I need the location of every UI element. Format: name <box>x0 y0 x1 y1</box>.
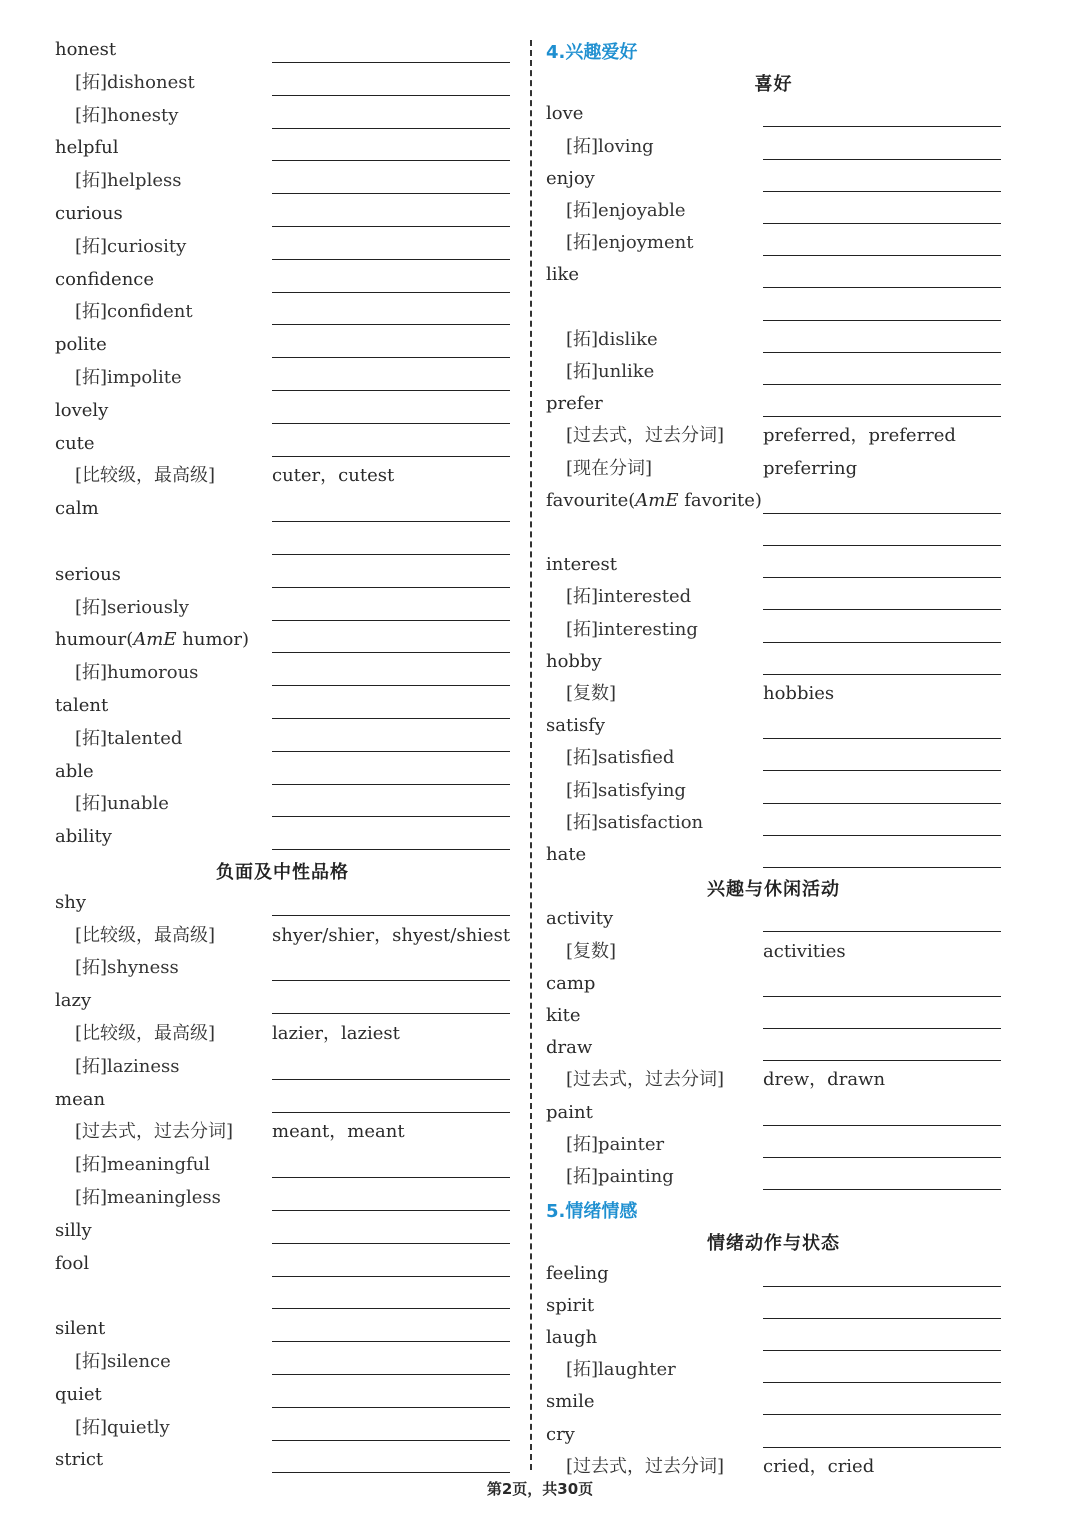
derived-word: [比较级，最高级] <box>75 924 216 946</box>
answer-blank-line[interactable] <box>272 685 510 686</box>
headword: ability <box>55 826 112 848</box>
derived-word: [拓]interested <box>566 586 692 608</box>
derived-word: [复数] <box>566 683 617 704</box>
derived-word: [拓]honesty <box>75 104 179 126</box>
answer-blank-line[interactable] <box>272 816 510 817</box>
answer-blank-line[interactable] <box>272 751 510 752</box>
headword: calm <box>55 498 99 520</box>
answer-blank-line[interactable] <box>763 352 1001 353</box>
headword: paint <box>546 1101 593 1123</box>
answer-blank-line[interactable] <box>763 159 1001 160</box>
headword: enjoy <box>546 167 595 189</box>
answer-blank-line[interactable] <box>272 1276 510 1277</box>
answer-blank-line[interactable] <box>272 521 510 522</box>
headword: talent <box>55 695 109 716</box>
answer-blank-line[interactable] <box>272 1374 510 1375</box>
answer-blank-line[interactable] <box>272 1472 510 1473</box>
headword: shy <box>55 891 86 913</box>
answer-blank-line[interactable] <box>763 1157 1001 1158</box>
derived-word: [拓]meaningless <box>75 1187 221 1208</box>
headword: laugh <box>546 1327 598 1348</box>
answer-blank-line[interactable] <box>763 996 1001 997</box>
category-heading: 喜好 <box>754 74 793 96</box>
answer-blank-line[interactable] <box>272 1440 510 1441</box>
answer-blank-line[interactable] <box>763 1028 1001 1029</box>
answer-blank-line[interactable] <box>272 1308 510 1309</box>
headword: silly <box>55 1219 92 1241</box>
derived-word: [拓]painter <box>566 1133 665 1155</box>
answer-blank-line[interactable] <box>272 587 510 588</box>
answer-text: hobbies <box>763 683 835 704</box>
answer-blank-line[interactable] <box>763 738 1001 739</box>
answer-blank-line[interactable] <box>272 554 510 555</box>
headword: satisfy <box>546 715 606 737</box>
answer-blank-line[interactable] <box>272 292 510 293</box>
page-footer: 第2页，共30页 <box>486 1480 594 1498</box>
headword: activity <box>546 908 614 930</box>
section-title: 4.兴趣爱好 <box>546 42 638 63</box>
answer-blank-line[interactable] <box>763 642 1001 643</box>
answer-blank-line[interactable] <box>763 1125 1001 1126</box>
headword: fool <box>55 1252 90 1274</box>
headword: honest <box>55 39 117 60</box>
derived-word: [拓]dishonest <box>75 71 195 93</box>
derived-word: [拓]unlike <box>566 361 655 382</box>
answer-blank-line[interactable] <box>272 1243 510 1244</box>
answer-text: drew，drawn <box>763 1069 886 1091</box>
answer-text: cried，cried <box>763 1455 875 1477</box>
answer-blank-line[interactable] <box>272 980 510 981</box>
answer-blank-line[interactable] <box>763 513 1001 514</box>
derived-word: [过去式，过去分词] <box>566 425 725 447</box>
answer-blank-line[interactable] <box>272 1407 510 1408</box>
derived-word: [拓]satisfying <box>566 779 686 801</box>
answer-blank-line[interactable] <box>272 1013 510 1014</box>
headword: strict <box>55 1449 104 1471</box>
answer-text: preferring <box>763 457 858 479</box>
answer-blank-line[interactable] <box>272 259 510 260</box>
answer-blank-line[interactable] <box>763 1382 1001 1383</box>
headword: hobby <box>546 650 602 672</box>
headword: love <box>546 103 584 125</box>
answer-blank-line[interactable] <box>763 126 1001 127</box>
derived-word: [拓]helpless <box>75 170 182 192</box>
headword: spirit <box>546 1294 595 1316</box>
headword: smile <box>546 1391 595 1413</box>
answer-blank-line[interactable] <box>763 867 1001 868</box>
answer-text: meant，meant <box>272 1121 405 1143</box>
answer-blank-line[interactable] <box>763 223 1001 224</box>
derived-word: [拓]loving <box>566 135 654 157</box>
section-title: 5.情绪情感 <box>546 1201 638 1223</box>
answer-blank-line[interactable] <box>272 1341 510 1342</box>
derived-word: [拓]meaningful <box>75 1154 210 1176</box>
answer-blank-line[interactable] <box>763 287 1001 288</box>
derived-word: [拓]quietly <box>75 1416 170 1438</box>
category-heading: 情绪动作与状态 <box>707 1233 840 1255</box>
derived-word: [过去式，过去分词] <box>75 1121 234 1143</box>
headword: curious <box>55 203 123 224</box>
derived-word: [拓]enjoyment <box>566 232 694 254</box>
derived-word: [拓]enjoyable <box>566 200 686 221</box>
derived-word: [拓]dislike <box>566 328 658 350</box>
answer-text: lazier，laziest <box>272 1023 400 1044</box>
column-divider <box>530 40 532 1470</box>
headword: quiet <box>55 1383 102 1405</box>
derived-word: [拓]laziness <box>75 1055 180 1077</box>
derived-word: [拓]satisfied <box>566 747 675 769</box>
headword: helpful <box>55 137 119 159</box>
derived-word: [过去式，过去分词] <box>566 1069 725 1091</box>
headword: hate <box>546 844 587 865</box>
derived-word: [拓]satisfaction <box>566 811 704 833</box>
headword: lovely <box>55 399 109 421</box>
answer-text: preferred，preferred <box>763 425 956 447</box>
answer-blank-line[interactable] <box>763 1350 1001 1351</box>
answer-blank-line[interactable] <box>763 835 1001 836</box>
answer-blank-line[interactable] <box>763 1286 1001 1287</box>
answer-blank-line[interactable] <box>272 357 510 358</box>
headword: draw <box>546 1037 593 1059</box>
answer-blank-line[interactable] <box>272 718 510 719</box>
answer-blank-line[interactable] <box>272 160 510 161</box>
derived-word: [过去式，过去分词] <box>566 1455 725 1477</box>
derived-word: [拓]silence <box>75 1351 171 1372</box>
headword: camp <box>546 972 596 994</box>
answer-blank-line[interactable] <box>272 849 510 850</box>
derived-word: [拓]impolite <box>75 367 182 388</box>
answer-blank-line[interactable] <box>763 931 1001 932</box>
headword: prefer <box>546 393 603 415</box>
answer-blank-line[interactable] <box>763 384 1001 385</box>
answer-blank-line[interactable] <box>272 95 510 96</box>
answer-blank-line[interactable] <box>272 652 510 653</box>
headword: feeling <box>546 1262 609 1284</box>
headword: humour(AmE humor) <box>55 629 249 651</box>
headword: silent <box>55 1318 106 1340</box>
answer-blank-line[interactable] <box>763 1447 1001 1448</box>
headword: polite <box>55 334 107 356</box>
answer-blank-line[interactable] <box>272 390 510 391</box>
derived-word: [拓]interesting <box>566 618 698 640</box>
derived-word: [复数] <box>566 940 617 962</box>
headword: kite <box>546 1005 581 1026</box>
headword: mean <box>55 1088 106 1110</box>
answer-text: cuter，cutest <box>272 465 395 487</box>
answer-blank-line[interactable] <box>763 609 1001 610</box>
headword: confidence <box>55 268 155 290</box>
answer-blank-line[interactable] <box>272 1112 510 1113</box>
answer-blank-line[interactable] <box>272 1177 510 1178</box>
headword: favourite(AmE favorite) <box>546 489 762 511</box>
answer-blank-line[interactable] <box>763 577 1001 578</box>
answer-blank-line[interactable] <box>763 674 1001 675</box>
derived-word: [拓]talented <box>75 727 183 749</box>
answer-blank-line[interactable] <box>763 416 1001 417</box>
headword: able <box>55 760 94 782</box>
derived-word: [拓]painting <box>566 1166 674 1187</box>
answer-blank-line[interactable] <box>272 226 510 227</box>
answer-blank-line[interactable] <box>763 803 1001 804</box>
answer-blank-line[interactable] <box>763 545 1001 546</box>
headword: cute <box>55 432 95 454</box>
answer-blank-line[interactable] <box>272 324 510 325</box>
answer-text: activities <box>763 940 846 962</box>
derived-word: [现在分词] <box>566 457 653 479</box>
headword: serious <box>55 563 121 585</box>
answer-text: shyer/shier，shyest/shiest <box>272 924 511 946</box>
derived-word: [拓]curiosity <box>75 235 187 257</box>
answer-blank-line[interactable] <box>763 1414 1001 1415</box>
answer-blank-line[interactable] <box>272 915 510 916</box>
answer-blank-line[interactable] <box>763 770 1001 771</box>
headword: like <box>546 264 580 286</box>
answer-blank-line[interactable] <box>763 1060 1001 1061</box>
answer-blank-line[interactable] <box>272 620 510 621</box>
derived-word: [比较级，最高级] <box>75 465 216 487</box>
derived-word: [拓]humorous <box>75 662 199 684</box>
answer-blank-line[interactable] <box>763 255 1001 256</box>
answer-blank-line[interactable] <box>272 128 510 129</box>
answer-blank-line[interactable] <box>272 193 510 194</box>
derived-word: [拓]confident <box>75 301 193 323</box>
headword: lazy <box>55 990 92 1012</box>
answer-blank-line[interactable] <box>272 423 510 424</box>
answer-blank-line[interactable] <box>763 1318 1001 1319</box>
answer-blank-line[interactable] <box>272 456 510 457</box>
category-heading: 负面及中性品格 <box>216 862 349 883</box>
derived-word: [拓]laughter <box>566 1359 676 1381</box>
answer-blank-line[interactable] <box>272 1079 510 1080</box>
derived-word: [比较级，最高级] <box>75 1023 216 1044</box>
answer-blank-line[interactable] <box>272 1210 510 1211</box>
headword: interest <box>546 554 617 576</box>
derived-word: [拓]shyness <box>75 957 179 979</box>
answer-blank-line[interactable] <box>272 784 510 785</box>
answer-blank-line[interactable] <box>763 191 1001 192</box>
derived-word: [拓]unable <box>75 793 169 815</box>
answer-blank-line[interactable] <box>272 62 510 63</box>
derived-word: [拓]seriously <box>75 596 189 618</box>
category-heading: 兴趣与休闲活动 <box>707 879 840 901</box>
answer-blank-line[interactable] <box>763 320 1001 321</box>
headword: cry <box>546 1423 575 1445</box>
answer-blank-line[interactable] <box>763 1189 1001 1190</box>
